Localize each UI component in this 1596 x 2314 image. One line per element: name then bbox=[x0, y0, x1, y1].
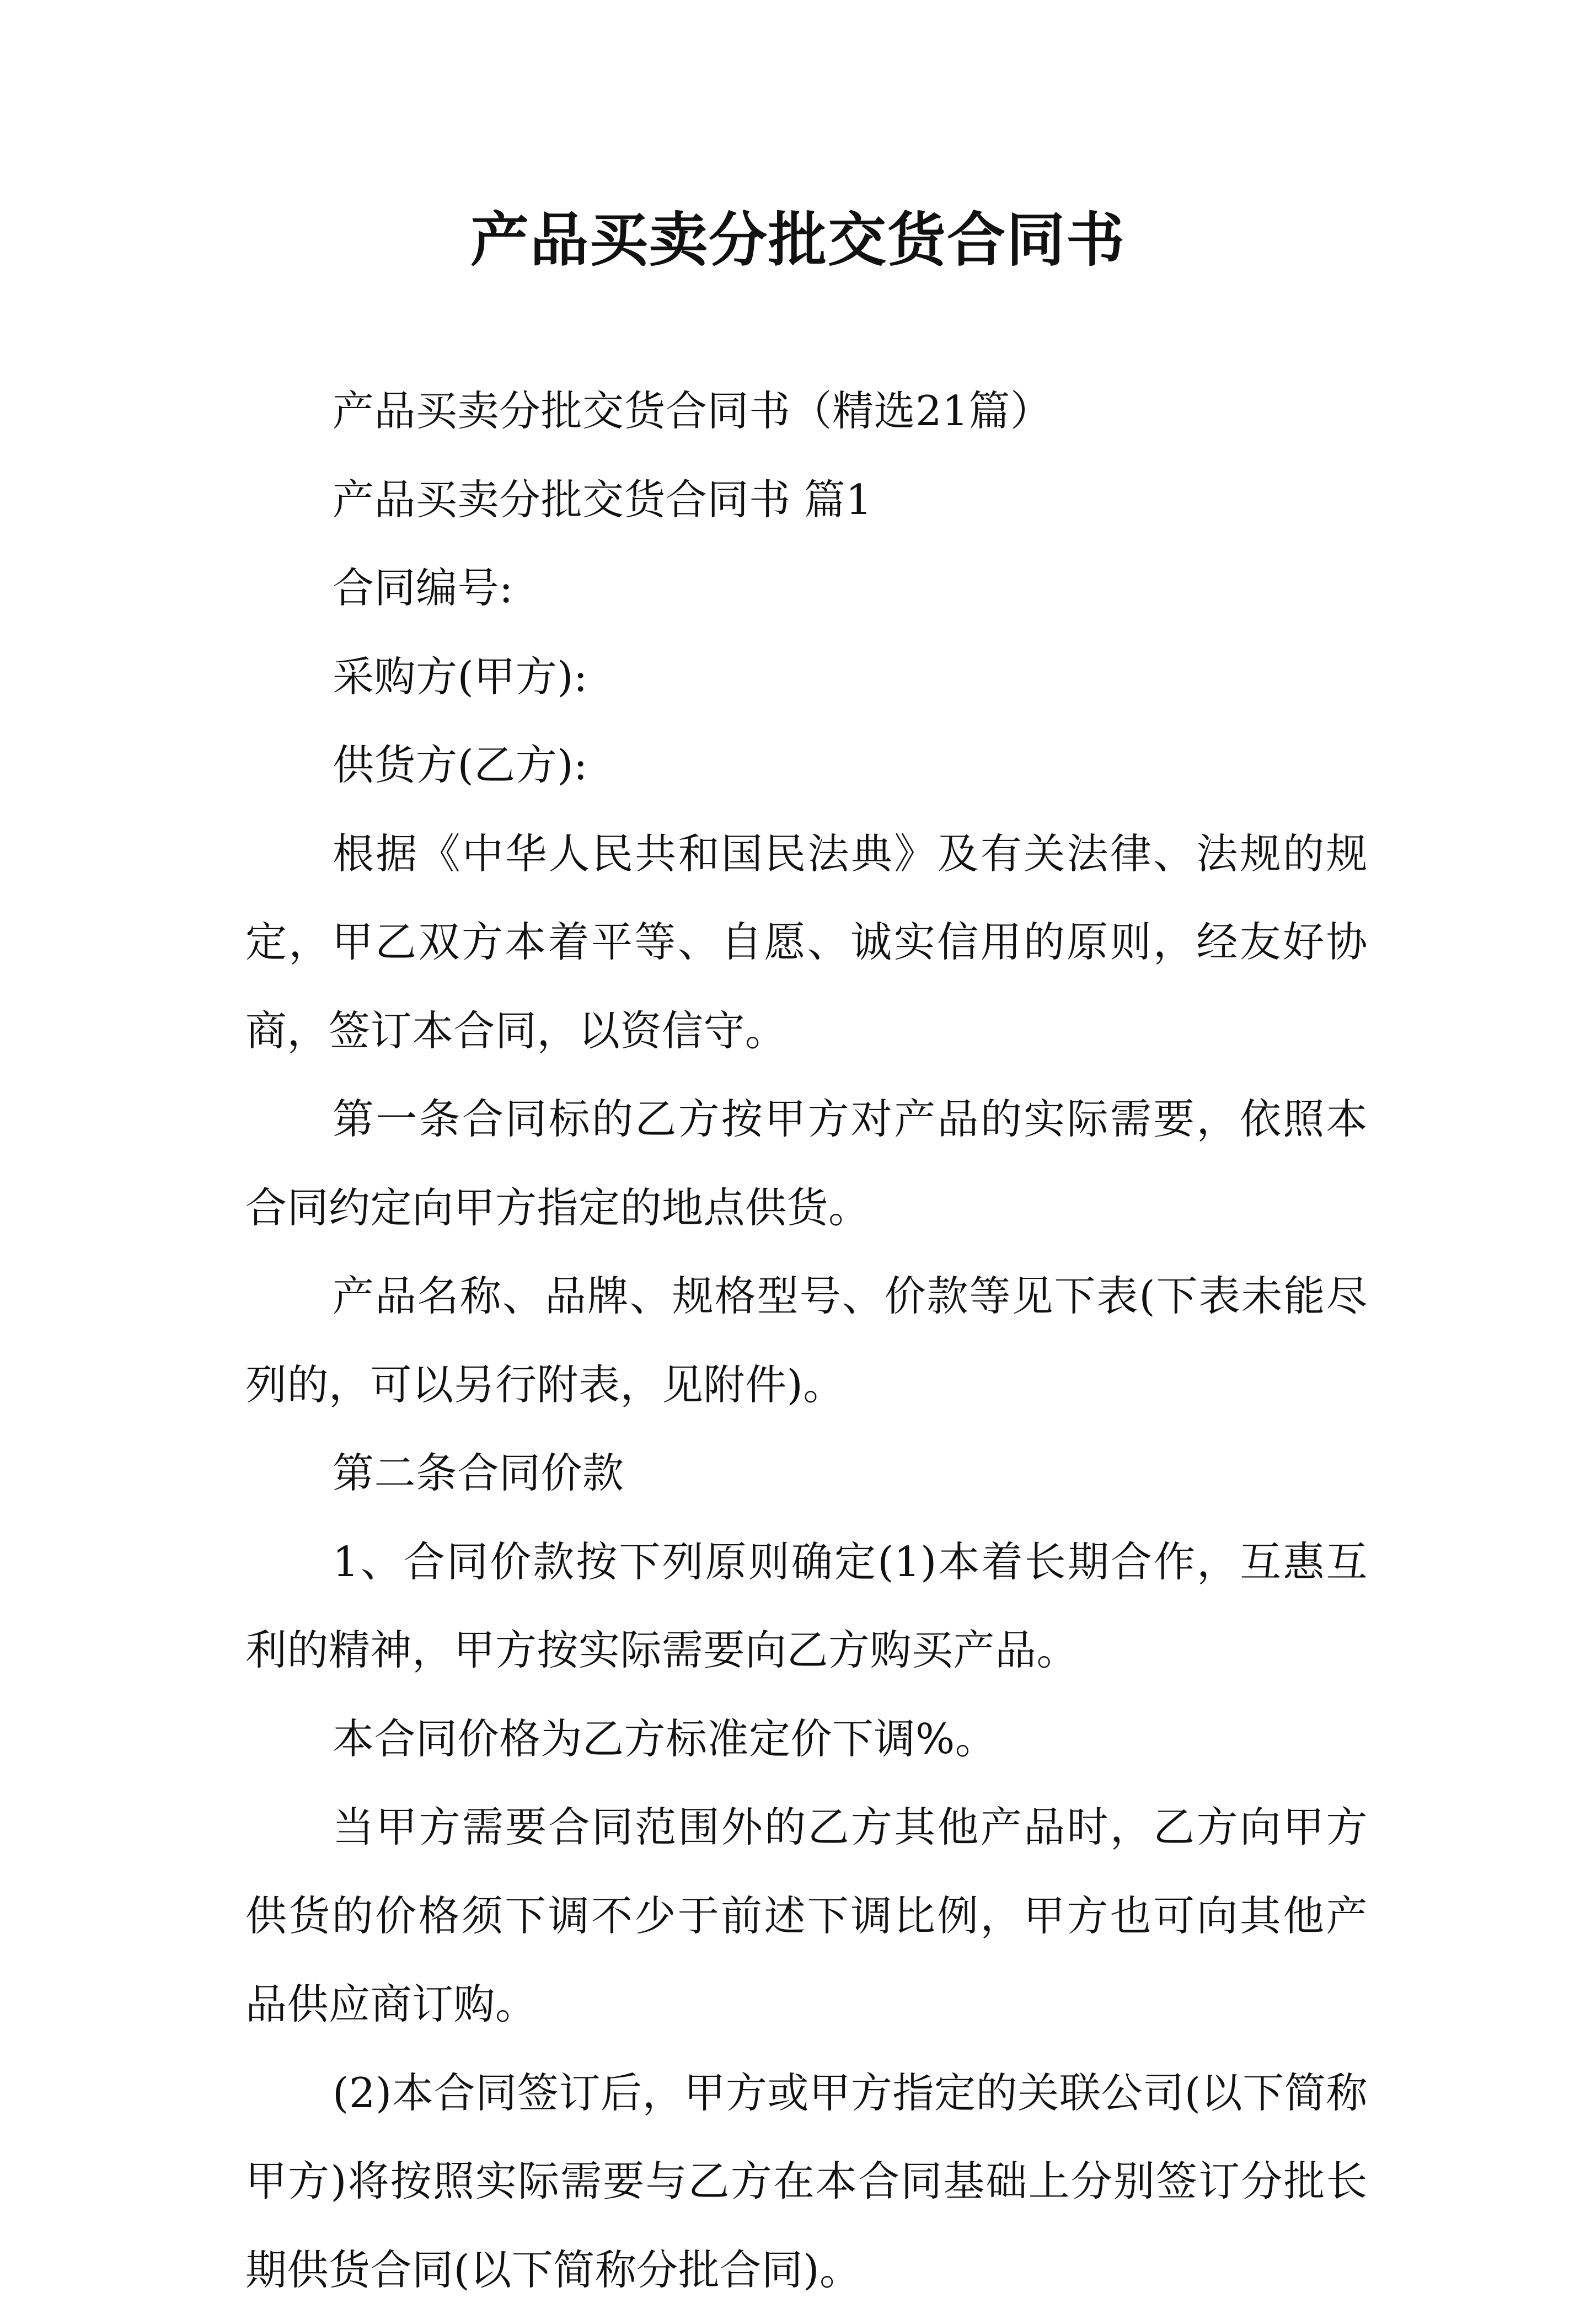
document-body bbox=[245, 367, 1368, 2314]
paragraph-article-1: 第一条合同标的乙方按甲方对产品的实际需要，依照本合同约定向甲方指定的地点供货。 bbox=[245, 1075, 1368, 1252]
paragraph-article-2: 第二条合同价款 bbox=[245, 1429, 1368, 1518]
paragraph-other-products: 当甲方需要合同范围外的乙方其他产品时，乙方向甲方供货的价格须下调不少于前述下调比例，甲方也可向其他产品供应商订购。 bbox=[245, 1783, 1368, 2049]
paragraph-collection-title: 产品买卖分批交货合同书（精选21篇） bbox=[245, 367, 1368, 456]
paragraph-price-rate: 本合同价格为乙方标准定价下调%。 bbox=[245, 1695, 1368, 1783]
paragraph-contract-number: 合同编号: bbox=[245, 544, 1368, 633]
paragraph-buyer: 采购方(甲方): bbox=[245, 633, 1368, 721]
paragraph-section-heading: 产品买卖分批交货合同书 篇1 bbox=[245, 456, 1368, 544]
document-title: 产品买卖分批交货合同书 bbox=[0, 199, 1596, 281]
paragraph-price-principle: 1、合同价款按下列原则确定(1)本着长期合作，互惠互利的精神，甲方按实际需要向乙方购买产品。 bbox=[245, 1518, 1368, 1695]
paragraph-preamble: 根据《中华人民共和国民法典》及有关法律、法规的规定，甲乙双方本着平等、自愿、诚实信用的原则，经友好协商，签订本合同，以资信守。 bbox=[245, 810, 1368, 1075]
paragraph-batch-contracts: (2)本合同签订后，甲方或甲方指定的关联公司(以下简称甲方)将按照实际需要与乙方在本合同基础上分别签订分批长期供货合同(以下简称分批合同)。 bbox=[245, 2049, 1368, 2314]
paragraph-product-list: 产品名称、品牌、规格型号、价款等见下表(下表未能尽列的，可以另行附表，见附件)。 bbox=[245, 1252, 1368, 1429]
paragraph-supplier: 供货方(乙方): bbox=[245, 721, 1368, 810]
